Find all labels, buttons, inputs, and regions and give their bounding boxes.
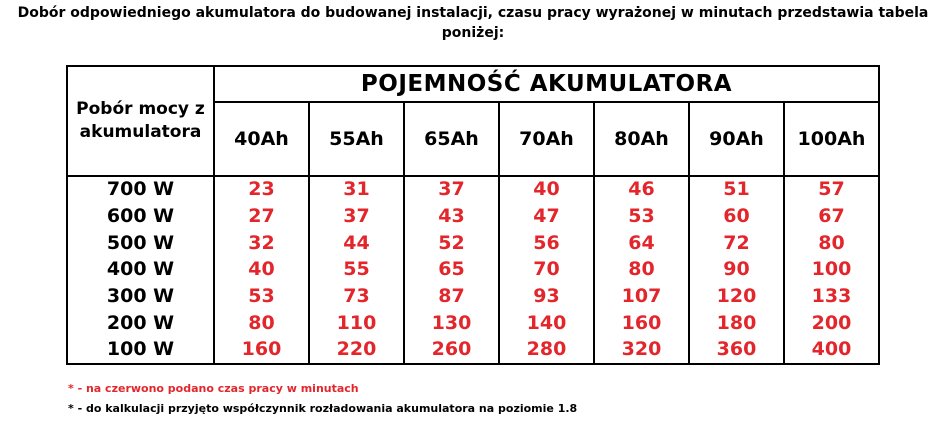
runtime-cell: 44 [309, 230, 404, 257]
runtime-cell: 40 [499, 176, 594, 204]
runtime-cell: 56 [499, 230, 594, 257]
power-cell: 600 W [67, 203, 214, 230]
runtime-cell: 52 [404, 230, 499, 257]
capacity-header-70ah: 70Ah [499, 102, 594, 176]
runtime-cell: 65 [404, 256, 499, 283]
runtime-cell: 32 [214, 230, 309, 257]
table-row [67, 176, 879, 204]
table-row [67, 310, 879, 337]
runtime-cell: 37 [404, 176, 499, 204]
table-header-row [67, 66, 879, 102]
table-row [67, 230, 879, 257]
footnote-red: * - na czerwono podano czas pracy w minutach [68, 382, 359, 395]
runtime-cell: 280 [499, 336, 594, 364]
runtime-cell: 360 [689, 336, 784, 364]
table-row [67, 256, 879, 283]
capacity-header-100ah: 100Ah [784, 102, 879, 176]
runtime-cell: 320 [594, 336, 689, 364]
runtime-cell: 57 [784, 176, 879, 204]
runtime-cell: 72 [689, 230, 784, 257]
footnote-black: * - do kalkulacji przyjęto współczynnik rozładowania akumulatora na poziomie 1.8 [68, 402, 578, 415]
runtime-cell: 31 [309, 176, 404, 204]
runtime-cell: 220 [309, 336, 404, 364]
intro-text: Dobór odpowiedniego akumulatora do budowanej instalacji, czasu pracy wyrażonej w minutach przedstawia tabela poniżej: [17, 5, 929, 41]
power-cell: 300 W [67, 283, 214, 310]
runtime-cell: 46 [594, 176, 689, 204]
runtime-cell: 80 [784, 230, 879, 257]
capacity-header-55ah: 55Ah [309, 102, 404, 176]
power-cell: 100 W [67, 336, 214, 364]
runtime-cell: 107 [594, 283, 689, 310]
capacity-group-header: POJEMNOŚĆ AKUMULATORA [214, 66, 879, 102]
power-cell: 200 W [67, 310, 214, 337]
runtime-cell: 90 [689, 256, 784, 283]
power-cell: 400 W [67, 256, 214, 283]
runtime-cell: 67 [784, 203, 879, 230]
runtime-cell: 70 [499, 256, 594, 283]
table-row [67, 336, 879, 364]
capacity-header-90ah: 90Ah [689, 102, 784, 176]
runtime-cell: 140 [499, 310, 594, 337]
runtime-cell: 53 [214, 283, 309, 310]
runtime-cell: 64 [594, 230, 689, 257]
runtime-cell: 120 [689, 283, 784, 310]
runtime-cell: 51 [689, 176, 784, 204]
runtime-cell: 40 [214, 256, 309, 283]
runtime-cell: 27 [214, 203, 309, 230]
footnotes [68, 379, 577, 419]
runtime-cell: 400 [784, 336, 879, 364]
runtime-cell: 60 [689, 203, 784, 230]
runtime-cell: 133 [784, 283, 879, 310]
runtime-cell: 130 [404, 310, 499, 337]
battery-runtime-table [66, 65, 880, 365]
runtime-cell: 160 [214, 336, 309, 364]
power-cell: 500 W [67, 230, 214, 257]
runtime-cell: 55 [309, 256, 404, 283]
runtime-cell: 53 [594, 203, 689, 230]
capacity-header-40ah: 40Ah [214, 102, 309, 176]
runtime-cell: 180 [689, 310, 784, 337]
runtime-cell: 80 [214, 310, 309, 337]
table-row [67, 203, 879, 230]
runtime-cell: 43 [404, 203, 499, 230]
table-row [67, 283, 879, 310]
runtime-cell: 87 [404, 283, 499, 310]
capacity-header-80ah: 80Ah [594, 102, 689, 176]
runtime-cell: 23 [214, 176, 309, 204]
capacity-header-65ah: 65Ah [404, 102, 499, 176]
runtime-cell: 110 [309, 310, 404, 337]
runtime-cell: 47 [499, 203, 594, 230]
runtime-cell: 37 [309, 203, 404, 230]
runtime-cell: 100 [784, 256, 879, 283]
runtime-cell: 260 [404, 336, 499, 364]
runtime-cell: 160 [594, 310, 689, 337]
runtime-cell: 93 [499, 283, 594, 310]
runtime-cell: 73 [309, 283, 404, 310]
row-header-title: Pobór mocy z akumulatora [67, 66, 214, 176]
runtime-cell: 200 [784, 310, 879, 337]
runtime-cell: 80 [594, 256, 689, 283]
power-cell: 700 W [67, 176, 214, 204]
